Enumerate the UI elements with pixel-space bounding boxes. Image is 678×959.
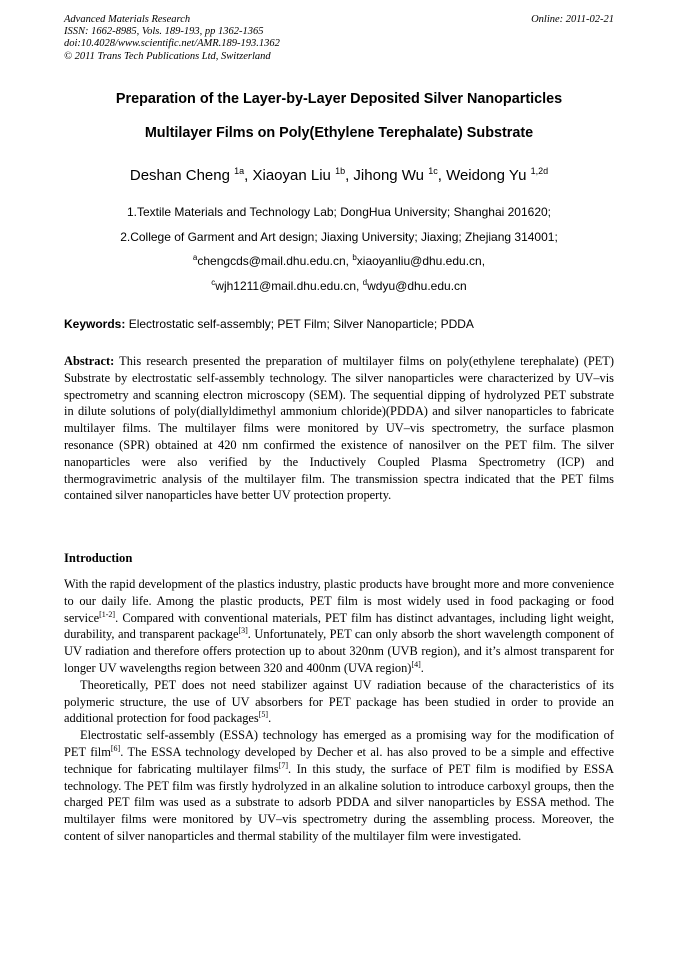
abstract-label: Abstract: [64, 354, 115, 368]
journal-name: Advanced Materials Research [64, 14, 191, 25]
affiliation-2: 2.College of Garment and Art design; Jiaxing University; Jiaxing; Zhejiang 314001; [120, 230, 558, 244]
author-name: Deshan Cheng [129, 167, 230, 184]
keywords-text: Electrostatic self-assembly; PET Film; Silver Nanoparticle; PDDA [125, 317, 474, 331]
author-affiliation-mark: 1c [428, 166, 438, 176]
author-affiliation-mark: 1b [335, 166, 346, 176]
email-address: xiaoyanliu@dhu.edu.cn, [356, 254, 486, 268]
paragraph-text: With the rapid development of the plastics industry, plastic products have brought more and more convenience to our daily life. Among the plastic products, PET film is most widely used in food packaging or food service [64, 577, 614, 625]
author-name: Weidong Yu [446, 167, 527, 184]
email-mark: a [192, 253, 198, 262]
citation: [4] [411, 659, 421, 669]
affiliation-1: 1.Textile Materials and Technology Lab; DongHua University; Shanghai 201620; [126, 205, 552, 219]
email-line-1 [40, 253, 638, 268]
citation: [7] [278, 760, 289, 770]
intro-paragraph-2 [64, 677, 614, 727]
abstract-text: This research presented the preparation of multilayer films on poly(ethylene terephalate) (PET) Substrate by electrostatic self-assembly technology. The silver nanoparticles were characterized by UV–vis spectrometry and scanning electron microscopy (SEM). The sequential dipping of hydrolyzed PET substrate in dilute solutions of poly(diallyldimethyl ammonium chloride)(PDDA) and silver nanoparticles to fabricate multilayer films. The multilayer films were monitored by UV–vis spectrometry, the surface plasmon resonance (SPR) obtained at 420 nm confirmed the existence of nanosilver on the PET film. The silver nanoparticles were also verified by the Inductively Coupled Plasma Spectrometry (ICP) and thermogravimetric analysis of the multilayer film. The transmission spectra indicated that the PET films contained silver nanoparticles have better UV protection property. [64, 354, 614, 503]
author-name: Xiaoyan Liu [252, 167, 331, 184]
paragraph-text: . [268, 711, 272, 726]
author-separator: , [345, 167, 354, 184]
email-mark: b [352, 253, 357, 262]
copyright-line: © 2011 Trans Tech Publications Ltd, Switzerland [64, 50, 271, 62]
paragraph-text: . The ESSA technology developed by Decher et al. has also proved to be a simple and effective technique for fabricating multilayer films [64, 744, 614, 776]
intro-paragraph-1 [64, 576, 614, 677]
paragraph-text: . Unfortunately, PET can only absorb the short wavelength component of UV radiation and therefore offers protection up to about 320nm (UVB region), and it’s almost transparent for longer UV wavelengths region between 320 and 400nm (UVA region) [64, 627, 615, 675]
paper-title-line-2: Multilayer Films on Poly(Ethylene Terephalate) Substrate [144, 125, 534, 141]
paragraph-text: Theoretically, PET does not need stabilizer against UV radiation because of the characteristics of its polymeric structure, the use of UV absorbers for PET package has been studied in order to provide an additional protection for food packages [64, 677, 614, 726]
email-mark: d [362, 278, 368, 287]
journal-header [64, 14, 280, 63]
email-line-2 [40, 278, 638, 293]
citation: [3] [238, 626, 248, 636]
author-name: Jihong Wu [353, 167, 425, 184]
citation: [1-2] [99, 609, 116, 619]
paragraph-text: . [420, 660, 424, 675]
introduction-heading: Introduction [64, 551, 133, 565]
paragraph-text: . In this study, the surface of PET film is modified by ESSA technology. The PET film was firstly hydrolyzed in an alkaline solution to introduce carboxyl groups, then the charged PET film was used as a substrate to adsorb PDDA and silver nanoparticles by ESSA method. The multilayer films were monitored by UV–vis spectrometry during the assembling process. Moreover, the content of silver nanoparticles and thermal stability of the multilayer film were investigated. [64, 761, 614, 843]
doi-line: doi:10.4028/www.scientific.net/AMR.189-193.1362 [64, 38, 280, 50]
email-address: wdyu@dhu.edu.cn [367, 279, 467, 293]
keywords [64, 317, 614, 331]
email-address: wjh1211@mail.dhu.edu.cn, [215, 279, 363, 293]
intro-paragraph-3 [64, 727, 614, 845]
author-affiliation-mark: 1,2d [530, 166, 549, 176]
paragraph-text: . Compared with conventional materials, PET film has distinct advantages, including light weight, durability, and transparent package [64, 610, 614, 642]
paper-title-line-1: Preparation of the Layer-by-Layer Deposited Silver Nanoparticles [115, 91, 563, 107]
author-separator: , [437, 167, 447, 184]
paragraph-text: Electrostatic self-assembly (ESSA) technology has emerged as a promising way for the modification of PET film [64, 728, 614, 759]
email-address: chengcds@mail.dhu.edu.cn, [197, 254, 353, 268]
citation: [5] [258, 710, 269, 720]
issn-line: ISSN: 1662-8985, Vols. 189-193, pp 1362-1365 [64, 26, 264, 38]
author-affiliation-mark: 1a [234, 166, 245, 176]
author-separator: , [244, 167, 253, 184]
keywords-label: Keywords: [64, 317, 126, 331]
online-date: Online: 2011-02-21 [531, 14, 614, 25]
introduction-body [64, 576, 614, 845]
abstract [64, 353, 614, 504]
citation: [6] [110, 743, 121, 753]
email-mark: c [211, 278, 216, 287]
author-list [40, 166, 638, 184]
